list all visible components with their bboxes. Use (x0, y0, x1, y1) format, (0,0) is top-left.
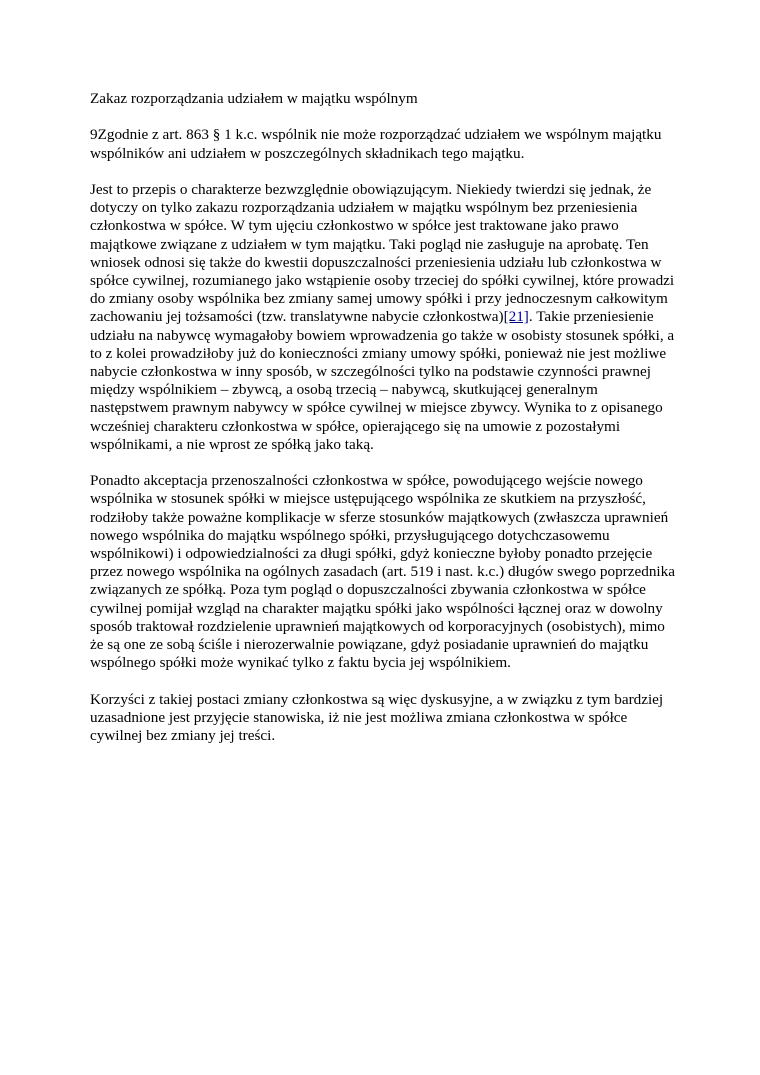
paragraph-1: 9Zgodnie z art. 863 § 1 k.c. wspólnik nie może rozporządzać udziałem we wspólnym majątku wspólników ani udziałem w poszczególnych składnikach tego majątku. (90, 126, 662, 162)
paragraph-2 (90, 181, 675, 454)
document-page (90, 90, 675, 763)
document-title: Zakaz rozporządzania udziałem w majątku wspólnym (90, 90, 418, 107)
footnote-ref-link[interactable]: [21] (503, 308, 529, 326)
paragraph-2-text-after-ref: . Takie przeniesienie udziału na nabywcę wymagałoby bowiem wprowadzenia go także w osobisty stosunek spółki, a to z kolei prowadziłoby już do konieczności zmiany umowy spółki, ponieważ nie jest możliwe nabycie członkostwa w inny sposób, w szczególności tylko na podstawie czynności prawnej między wspólnikiem – zbywcą, a osobą trzecią – nabywcą, skutkującej generalnym następstwem prawnym nabywcy w spółce cywilnej w miejsce zbywcy. Wynika to z opisanego wcześniej charakteru członkostwa w spółce, opierającego się na umowie z pozostałymi wspólnikami, a nie wprost ze spółką jako taką. (90, 308, 675, 453)
paragraph-2-text-before-ref: Jest to przepis o charakterze bezwzględnie obowiązującym. Niekiedy twierdzi się jednak, że dotyczy on tylko zakazu rozporządzania udziałem w majątku wspólnym bez przeniesienia członkostwa w spółce. W tym ujęciu członkostwo w spółce jest traktowane jako prawo majątkowe związane z udziałem w tym majątku. Taki pogląd nie zasługuje na aprobatę. Ten wniosek odnosi się także do kwestii dopuszczalności przeniesienia udziału lub członkostwa w spółce cywilnej, rozumianego jako wstąpienie osoby trzeciej do spółki cywilnej, które prowadzi do zmiany osoby wspólnika bez zmiany samej umowy spółki i przy jednoczesnym całkowitym zachowaniu jej tożsamości (tzw. translatywne nabycie członkostwa) (90, 180, 675, 326)
paragraph-3: Ponadto akceptacja przenoszalności członkostwa w spółce, powodującego wejście nowego wspólnika w stosunek spółki w miejsce ustępującego wspólnika ze skutkiem na przyszłość, rodziłoby także poważne komplikacje w sferze stosunków majątkowych (zwłaszcza uprawnień nowego wspólnika do majątku wspólnego spółki, przysługującego dotychczasowemu wspólnikowi) i odpowiedzialności za długi spółki, gdyż konieczne byłoby ponadto przejęcie przez nowego wspólnika na ogólnych zasadach (art. 519 i nast. k.c.) długów swego poprzednika związanych ze spółką. Poza tym pogląd o dopuszczalności zbywania członkostwa w spółce cywilnej pomijał wzgląd na charakter majątku spółki jako wspólności łącznej oraz w dowolny sposób traktował rozdzielenie uprawnień majątkowych od korporacyjnych (osobistych), mimo że są one ze sobą ściśle i nierozerwalnie powiązane, gdyż posiadanie uprawnień do majątku wspólnego spółki może wynikać tylko z faktu bycia jej wspólnikiem. (90, 472, 675, 672)
paragraph-4: Korzyści z takiej postaci zmiany członkostwa są więc dyskusyjne, a w związku z tym bardziej uzasadnione jest przyjęcie stanowiska, iż nie jest możliwa zmiana członkostwa w spółce cywilnej bez zmiany jej treści. (90, 690, 664, 745)
